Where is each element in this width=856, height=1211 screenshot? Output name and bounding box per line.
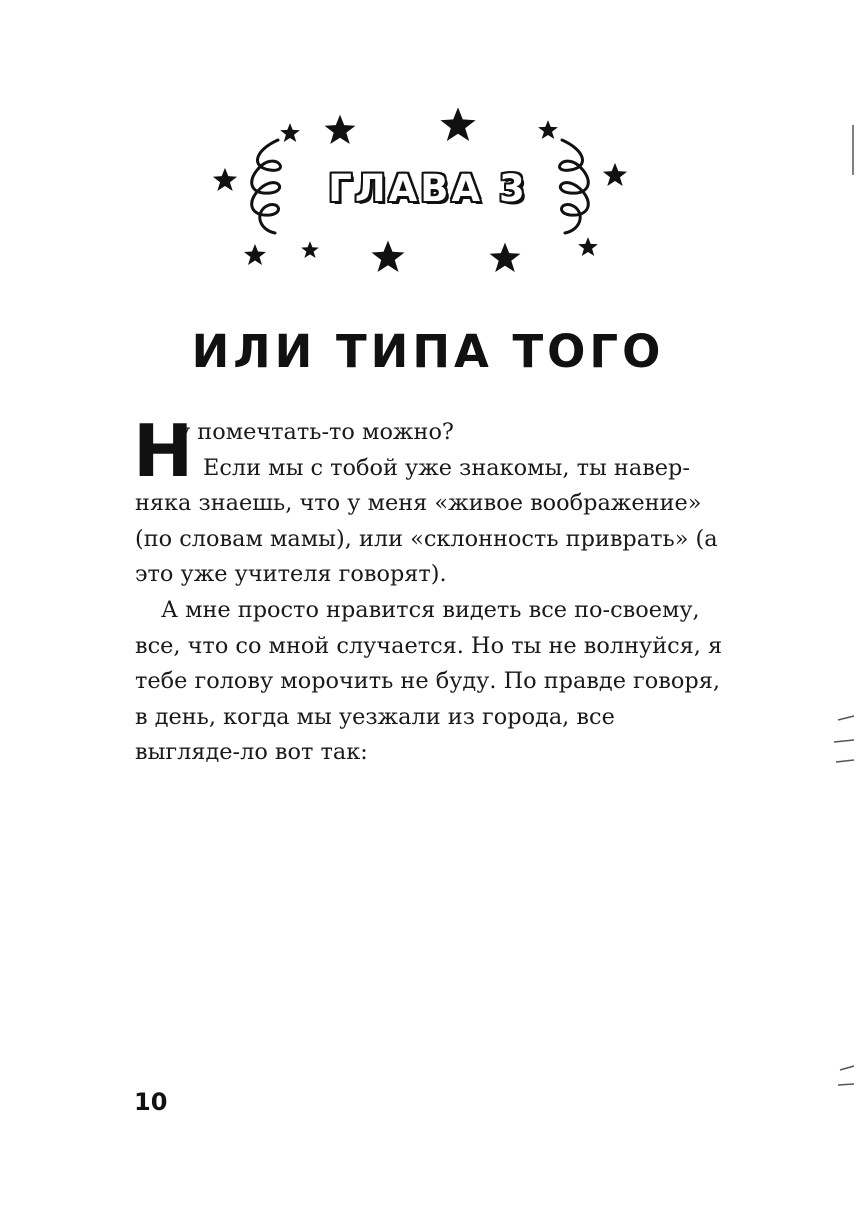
drop-cap: Н xyxy=(133,409,194,493)
body-text xyxy=(133,409,725,771)
star-icon xyxy=(244,244,266,265)
paragraph-1-rest: няка знаешь, что у меня «живое воображение» (по словам мамы), или «склонность приврать» (а это уже учителя говорят). xyxy=(135,490,718,588)
spiral-icon xyxy=(252,140,281,233)
paragraph-2: А мне просто нравится видеть все по-своему, все, что со мной случается. Но ты не волнуйся, я тебе голову морочить не буду. По правде говоря, в день, когда мы уезжали из города, все выгляде-ло вот так: xyxy=(135,596,723,766)
text-line: у помечтать-то можно? xyxy=(177,419,454,445)
edge-marks xyxy=(820,0,856,1211)
star-icon xyxy=(280,123,300,142)
chapter-label: ГЛАВА 3 xyxy=(328,167,528,210)
text-line-content: Если мы с тобой уже знакомы, ты навер- xyxy=(203,454,690,481)
page-number: 10 xyxy=(134,1088,168,1116)
star-icon xyxy=(325,115,356,144)
chapter-title: ИЛИ ТИПА ТОГО xyxy=(191,325,665,378)
star-icon xyxy=(213,168,237,191)
star-icon xyxy=(490,243,521,272)
star-icon xyxy=(440,107,475,141)
star-icon xyxy=(372,241,405,273)
text-line xyxy=(135,451,725,487)
star-icon xyxy=(578,237,598,256)
star-icon xyxy=(538,120,558,139)
star-icon xyxy=(603,163,627,186)
star-icon xyxy=(301,241,319,258)
spiral-icon xyxy=(560,140,589,233)
